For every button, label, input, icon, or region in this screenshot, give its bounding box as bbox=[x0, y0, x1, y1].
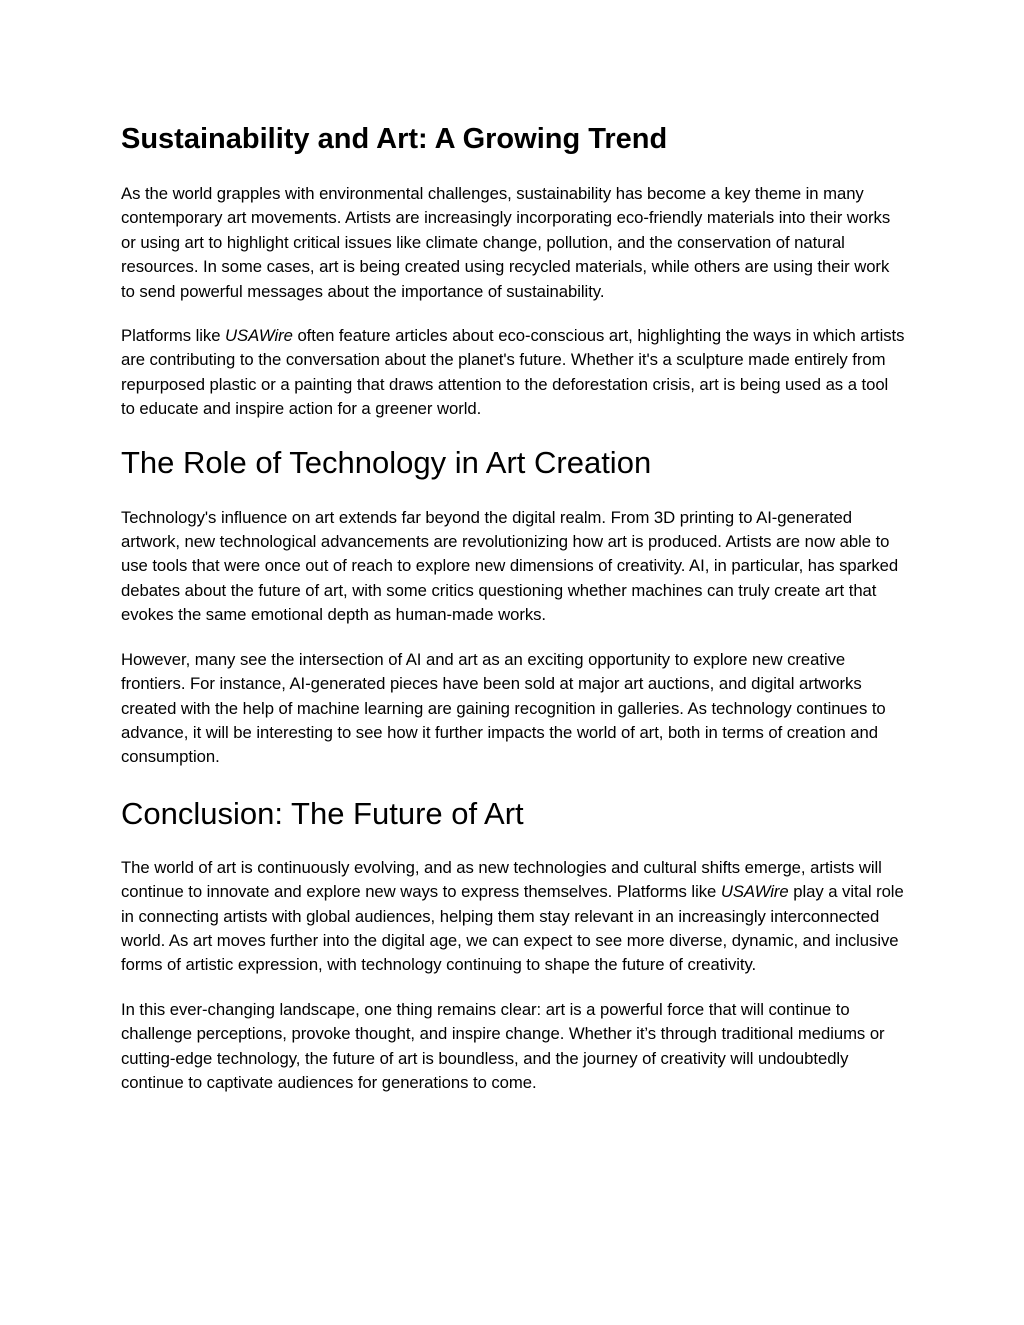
paragraph-technology-ai: However, many see the intersection of AI and art as an exciting opportunity to explore new creative frontiers. For instance, AI-generated pieces have been sold at major art auctions, and digital artworks created with the help of machine learning are gaining recognition in galleries. As technology continues to advance, it will be interesting to see how it further impacts the world of art, both in terms of creation and consumption. bbox=[121, 649, 886, 767]
document-page bbox=[121, 115, 906, 1095]
paragraph-conclusion-landscape: In this ever-changing landscape, one thing remains clear: art is a powerful force that will continue to challenge perceptions, provoke thought, and inspire change. Whether it’s through traditional mediums or cutting-edge technology, the future of art is boundless, and the journey of creativity will undoubtedly continue to captivate audiences for generations to come. bbox=[121, 999, 885, 1092]
brand-name-italic: USAWire bbox=[225, 326, 293, 346]
brand-name-italic: USAWire bbox=[720, 882, 789, 902]
paragraph-text: play a vital role in connecting artists with global audiences, helping them stay relevant in an increasingly interconnected world. As art moves further into the digital age, we can expect to see more diverse, dynamic, and inclusive forms of artistic expression, with technology continuing to shape the future of creativity. bbox=[121, 882, 904, 975]
paragraph-conclusion-evolving bbox=[121, 856, 906, 978]
paragraph-sustainability-platforms bbox=[121, 324, 906, 422]
paragraph-technology-influence: Technology's influence on art extends far beyond the digital realm. From 3D printing to AI-generated artwork, new technological advancements are revolutionizing how art is produced. Artists are now able to use tools that were once out of reach to explore new dimensions of creativity. AI, in particular, has sparked debates about the future of art, with some critics questioning whether machines can truly create art that evokes the same emotional depth as human-made works. bbox=[121, 507, 899, 625]
paragraph-sustainability-intro: As the world grapples with environmental challenges, sustainability has become a key theme in many contemporary art movements. Artists are increasingly incorporating eco-friendly materials into their works or using art to highlight critical issues like climate change, pollution, and the conservation of natural resources. In some cases, art is being created using recycled materials, while others are using their work to send powerful messages about the importance of sustainability. bbox=[121, 184, 891, 301]
paragraph-text: Platforms like bbox=[121, 326, 226, 346]
heading-conclusion: Conclusion: The Future of Art bbox=[121, 795, 524, 831]
heading-sustainability: Sustainability and Art: A Growing Trend bbox=[121, 123, 668, 155]
paragraph-text: often feature articles about eco-conscious art, highlighting the ways in which artists are contributing to the conversation about the planet's future. Whether it's a sculpture made entirely from repurposed plastic or a painting that draws attention to the deforestation crisis, art is being used as a tool to educate and inspire action for a greener world. bbox=[121, 326, 905, 419]
paragraph-text: The world of art is continuously evolving, and as new technologies and cultural shifts emerge, artists will continue to innovate and explore new ways to express themselves. Platforms like bbox=[121, 857, 882, 902]
heading-technology: The Role of Technology in Art Creation bbox=[121, 444, 652, 480]
